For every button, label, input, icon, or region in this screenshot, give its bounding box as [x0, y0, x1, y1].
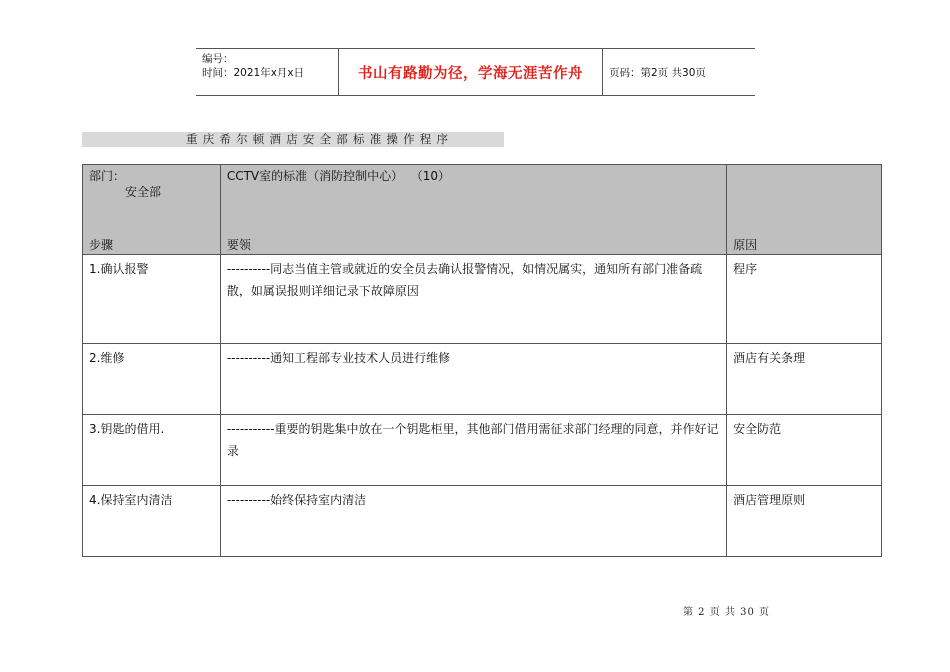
document-title: 重庆希尔顿酒店安全部标准操作程序 [186, 132, 454, 146]
reason-header-cell [727, 165, 882, 255]
step-cell: 1.确认报警 [89, 262, 149, 276]
key-cell: ----------始终保持室内清洁 [226, 493, 367, 507]
page-footer: 第 2 页 共 30 页 [683, 607, 770, 618]
reason-cell: 酒店有关条理 [733, 351, 806, 365]
table-row [83, 344, 882, 415]
key-cell: -----------重要的钥匙集中放在一个钥匙柜里，其他部门借用需征求部门经理的同意，并作好记录 [226, 422, 719, 458]
standard-title: CCTV室的标准（消防控制中心） （10） [226, 169, 451, 183]
table-header-row [83, 165, 882, 255]
table-row [83, 255, 882, 344]
header-meta [196, 49, 339, 95]
dept-cell [83, 165, 221, 255]
col-key-header: 要领 [226, 238, 251, 252]
header-motto-cell [339, 49, 603, 95]
reason-cell: 程序 [733, 262, 758, 276]
table-row [83, 486, 882, 557]
step-cell: 4.保持室内清洁 [89, 493, 173, 507]
dept-label: 部门： [89, 169, 126, 183]
table-row [83, 415, 882, 486]
col-step-header: 步骤 [89, 238, 114, 252]
number-label: 编号： [202, 53, 234, 65]
header-page-cell [603, 49, 755, 95]
motto-text: 书山有路勤为径，学海无涯苦作舟 [358, 65, 583, 82]
key-cell: ----------同志当值主管或就近的安全员去确认报警情况，如情况属实，通知所有部门准备疏散，如属误报则详细记录下故障原因 [226, 262, 703, 298]
page-header [196, 48, 755, 96]
step-cell: 2.维修 [89, 351, 125, 365]
reason-cell: 安全防范 [733, 422, 782, 436]
key-cell: ----------通知工程部专业技术人员进行维修 [226, 351, 451, 365]
sop-table [82, 164, 882, 557]
step-cell: 3.钥匙的借用. [89, 422, 165, 436]
dept-name: 安全部 [125, 185, 162, 199]
reason-cell: 酒店管理原则 [733, 493, 806, 507]
col-reason-header: 原因 [733, 238, 758, 252]
standard-cell [220, 165, 726, 255]
time-label: 时间：2021年x月x日 [202, 67, 305, 79]
page-label: 页码：第2页 共30页 [609, 66, 706, 79]
